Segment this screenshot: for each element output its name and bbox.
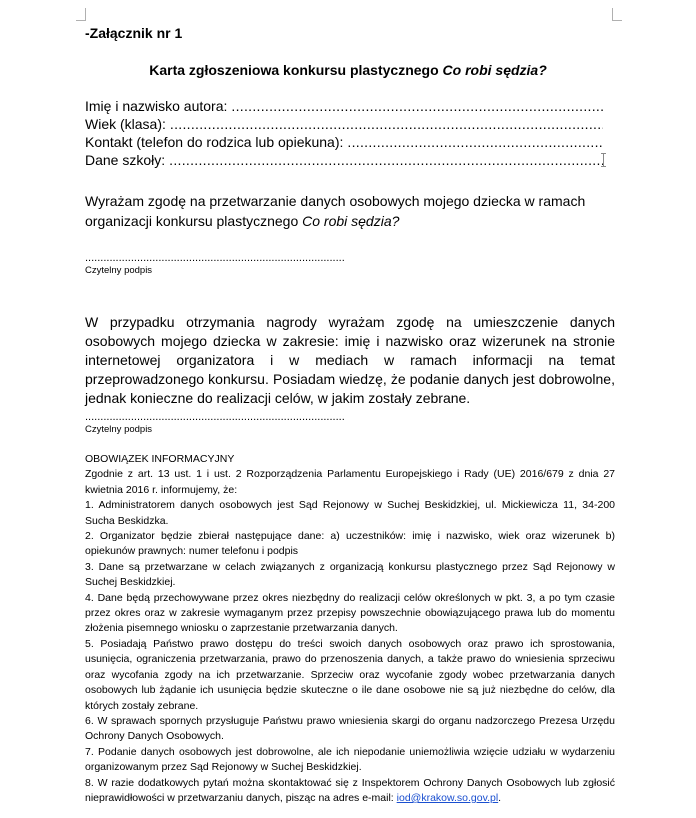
info-heading: OBOWIĄZEK INFORMACYJNY	[85, 453, 235, 465]
data-processing-consent	[85, 191, 605, 231]
consent-text: Wyrażam zgodę na przetwarzanie danych osobowych mojego dziecka w ramach organizacji konkursu plastycznego	[85, 193, 586, 229]
crop-mark-top-right-vertical	[612, 8, 613, 21]
field-label-school: Dane szkoły:	[85, 152, 166, 168]
attachment-label: -Załącznik nr 1	[85, 25, 183, 41]
signature-label-2: Czytelny podpis	[85, 424, 153, 435]
info-item-8-end: .	[498, 791, 502, 804]
info-item-8	[85, 776, 615, 807]
info-item-3: 3. Dane są przetwarzane w celach związanych z organizacją konkursu plastycznego przez Sąd Rejonowy w Suchej Beskidzkiej.	[85, 560, 615, 589]
form-row-contact[interactable]	[85, 133, 603, 151]
info-item-6: 6. W sprawach spornych przysługuje Państwu prawo wniesienia skargi do organu nadzorczego Prezesa Urzędu Ochrony Danych Osobowych.	[85, 714, 615, 743]
field-label-contact: Kontakt (telefon do rodzica lub opiekuna):	[85, 134, 344, 150]
field-label-author: Imię i nazwisko autora:	[85, 98, 228, 114]
info-item-8-text: 8. W razie dodatkowych pytań można skontaktować się z Inspektorem Ochrony Danych Osobowych lub zgłosić nieprawidłowości w przetwarzaniu danych, pisząc na adres e-mail:	[85, 776, 615, 804]
form-row-school[interactable]	[85, 151, 603, 169]
info-item-7: 7. Podanie danych osobowych jest dobrowolne, ale ich niepodanie uniemożliwia wzięcie udziału w wydarzeniu organizowanym przez Sąd Rejonowy w Suchej Beskidzkiej.	[85, 745, 615, 774]
field-fill-line-school[interactable]	[169, 151, 603, 169]
info-item-2: 2. Organizator będzie zbierał następujące dane: a) uczestników: imię i nazwisko, wiek oraz wizerunek b) opiekunów prawnych: numer telefonu i podpis	[85, 530, 615, 558]
info-item-1: 1. Administratorem danych osobowych jest Sąd Rejonowy w Suchej Beskidzkiej, ul. Mickiewicza 11, 34-200 Sucha Beskidzka.	[85, 499, 615, 527]
signature-line-2[interactable]	[85, 411, 345, 423]
field-label-age: Wiek (klasa):	[85, 116, 166, 132]
info-item-5: 5. Posiadają Państwo prawo dostępu do treści swoich danych osobowych oraz prawo ich sprostowania, usunięcia, ograniczenia przetwarzania, prawo do przenoszenia danych, a także prawo do wniesienia sprzeciwu oraz wycofania zgody na ich przetwarzanie. Sprzeciw oraz wycofanie zgody wobec przetwarzania danych osobowych lub żądanie ich usunięcia będzie skuteczne o ile dane osobowe nie są już niezbędne do celów, dla których zostały zebrane.	[85, 637, 615, 712]
information-clause	[85, 452, 615, 806]
title-prefix: Karta zgłoszeniowa konkursu plastycznego	[149, 62, 443, 78]
field-fill-line-contact[interactable]	[347, 133, 603, 151]
consent-contest-name: Co robi sędzia?	[302, 213, 400, 229]
title-contest-name: Co robi sędzia?	[442, 62, 547, 78]
signature-label-1: Czytelny podpis	[85, 265, 153, 276]
info-item-4: 4. Dane będą przechowywane przez okres niezbędny do realizacji celów określonych w pkt. 3, a po tym czasie przez okres oraz w zakresie wymaganym przez przepisy powszechnie obowiązującego prawa lub do momentu złożenia pisemnego wniosku o zaprzestanie przetwarzania danych.	[85, 591, 615, 635]
crop-mark-top-left-vertical	[85, 8, 86, 21]
info-intro: Zgodnie z art. 13 ust. 1 i ust. 2 Rozporządzenia Parlamentu Europejskiego i Rady (UE) 2016/679 z dnia 27 kwietnia 2016 r. informujemy, że:	[85, 468, 615, 496]
text-cursor-icon	[601, 153, 607, 167]
signature-line-1[interactable]	[85, 252, 345, 264]
entry-form	[85, 97, 603, 169]
crop-mark-top-right	[612, 20, 622, 21]
contact-email-link[interactable]: iod@krakow.so.gov.pl	[396, 791, 499, 804]
form-row-author[interactable]	[85, 97, 603, 115]
document-title	[0, 62, 696, 78]
award-consent-paragraph: W przypadku otrzymania nagrody wyrażam zgodę na umieszczenie danych osobowych mojego dziecka w zakresie: imię i nazwisko oraz wizerunek na stronie internetowej organizatora i w mediach w ramach informacji na temat przeprowadzonego konkursu. Posiadam wiedzę, że podanie danych jest dobrowolne, jednak konieczne do realizacji celów, w jakim zostały zebrane.	[85, 314, 615, 406]
field-fill-line-author[interactable]	[231, 97, 603, 115]
form-row-age[interactable]	[85, 115, 603, 133]
field-fill-line-age[interactable]	[170, 115, 603, 133]
